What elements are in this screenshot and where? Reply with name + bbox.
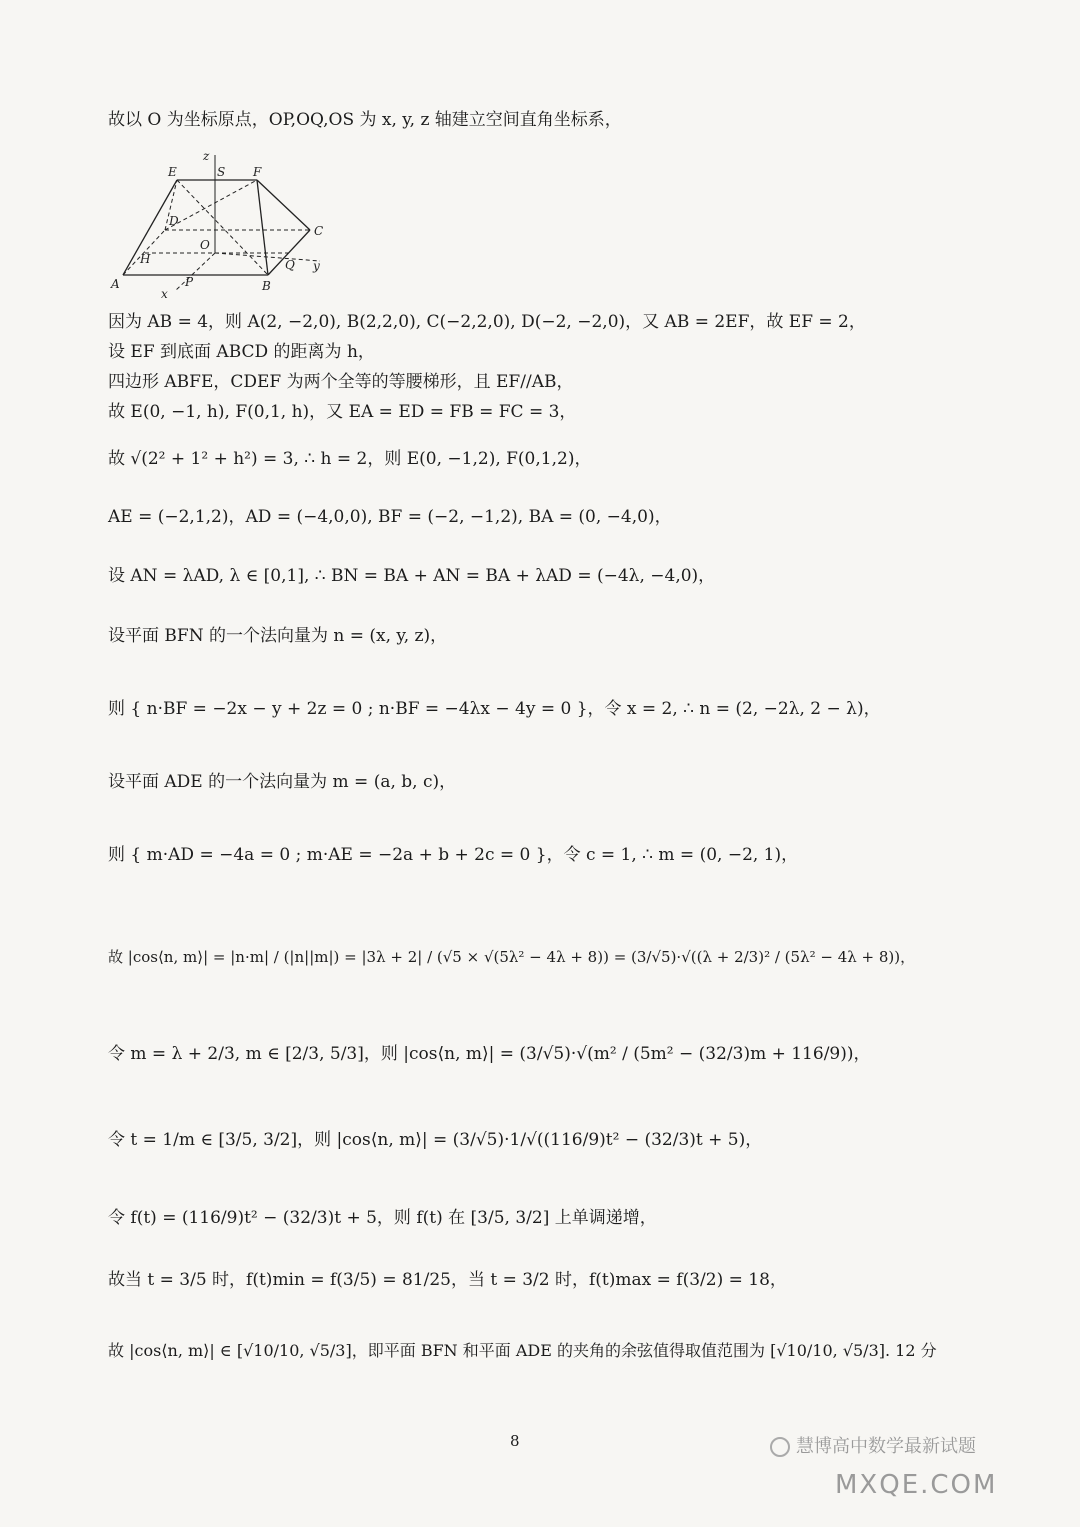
watermark <box>770 1432 976 1458</box>
label-A: A <box>111 277 120 291</box>
text-line-14: 令 m = λ + 2/3, m ∈ [2/3, 5/3]，则 |cos⟨n, m⟩| = (3/√5)·√(m² / (5m² − (32/3)m + 116/9))， <box>108 1044 871 1064</box>
text-line-18: 故 |cos⟨n, m⟩| ∈ [√10/10, √5/3]，即平面 BFN 和平面 ADE 的夹角的余弦值得取值范围为 [√10/10, √5/3]. 12 分 <box>108 1341 937 1360</box>
label-D: D <box>169 214 179 228</box>
label-F: F <box>253 165 262 179</box>
text-line-16: 令 f(t) = (116/9)t² − (32/3)t + 5，则 f(t) 在 [3/5, 3/2] 上单调递增， <box>108 1208 657 1228</box>
page-number: 8 <box>510 1432 520 1450</box>
label-E: E <box>168 165 177 179</box>
text-line-12: 则 { m·AD = −4a = 0 ; m·AE = −2a + b + 2c = 0 }，令 c = 1, ∴ m = (0, −2, 1)， <box>108 845 799 865</box>
text-line-11: 设平面 ADE 的一个法向量为 m = (a, b, c)， <box>108 772 457 792</box>
text-line-15: 令 t = 1/m ∈ [3/5, 3/2]，则 |cos⟨n, m⟩| = (3/√5)·1/√((116/9)t² − (32/3)t + 5)， <box>108 1130 763 1150</box>
label-H: H <box>140 252 151 266</box>
wechat-icon <box>770 1437 790 1457</box>
site-stamp: MXQE.COM <box>835 1470 998 1500</box>
text-line-9: 设平面 BFN 的一个法向量为 n = (x, y, z)， <box>108 626 448 646</box>
text-line-17: 故当 t = 3/5 时，f(t)min = f(3/5) = 81/25，当 t = 3/2 时，f(t)max = f(3/2) = 18， <box>108 1270 787 1290</box>
text-line-5: 故 E(0, −1, h), F(0,1, h)，又 EA = ED = FB = FC = 3， <box>108 402 577 422</box>
text-line-4: 四边形 ABFE，CDEF 为两个全等的等腰梯形，且 EF//AB， <box>108 372 574 392</box>
text-line-10: 则 { n·BF = −2x − y + 2z = 0 ; n·BF = −4λx − 4y = 0 }，令 x = 2, ∴ n = (2, −2λ, 2 − λ)， <box>108 699 881 719</box>
label-P: P <box>185 275 194 289</box>
text-line-3: 设 EF 到底面 ABCD 的距离为 h， <box>108 342 375 362</box>
text-line-2: 因为 AB = 4，则 A(2, −2,0), B(2,2,0), C(−2,2,0), D(−2, −2,0)，又 AB = 2EF，故 EF = 2， <box>108 312 866 332</box>
text-line-7: AE = (−2,1,2)，AD = (−4,0,0), BF = (−2, −1,2), BA = (0, −4,0)， <box>108 507 672 527</box>
geometry-figure <box>105 143 345 303</box>
label-C: C <box>314 224 324 238</box>
label-z: z <box>203 149 210 163</box>
label-x: x <box>161 287 168 301</box>
label-B: B <box>262 279 271 293</box>
label-Q: Q <box>285 258 295 272</box>
text-line-6: 故 √(2² + 1² + h²) = 3, ∴ h = 2，则 E(0, −1,2), F(0,1,2)， <box>108 449 592 469</box>
label-y: y <box>313 259 320 273</box>
label-O: O <box>200 238 210 252</box>
text-line-13: 故 |cos⟨n, m⟩| = |n·m| / (|n||m|) = |3λ + 2| / (√5 × √(5λ² − 4λ + 8)) = (3/√5)·√((λ + 2/3)² / (5λ² − 4λ + 8))， <box>108 948 916 966</box>
text-line-8: 设 AN = λAD, λ ∈ [0,1], ∴ BN = BA + AN = BA + λAD = (−4λ, −4,0)， <box>108 566 716 586</box>
label-S: S <box>217 165 226 179</box>
text-line-1: 故以 O 为坐标原点，OP,OQ,OS 为 x, y, z 轴建立空间直角坐标系， <box>108 110 622 130</box>
watermark-text: 慧博高中数学最新试题 <box>796 1436 976 1457</box>
